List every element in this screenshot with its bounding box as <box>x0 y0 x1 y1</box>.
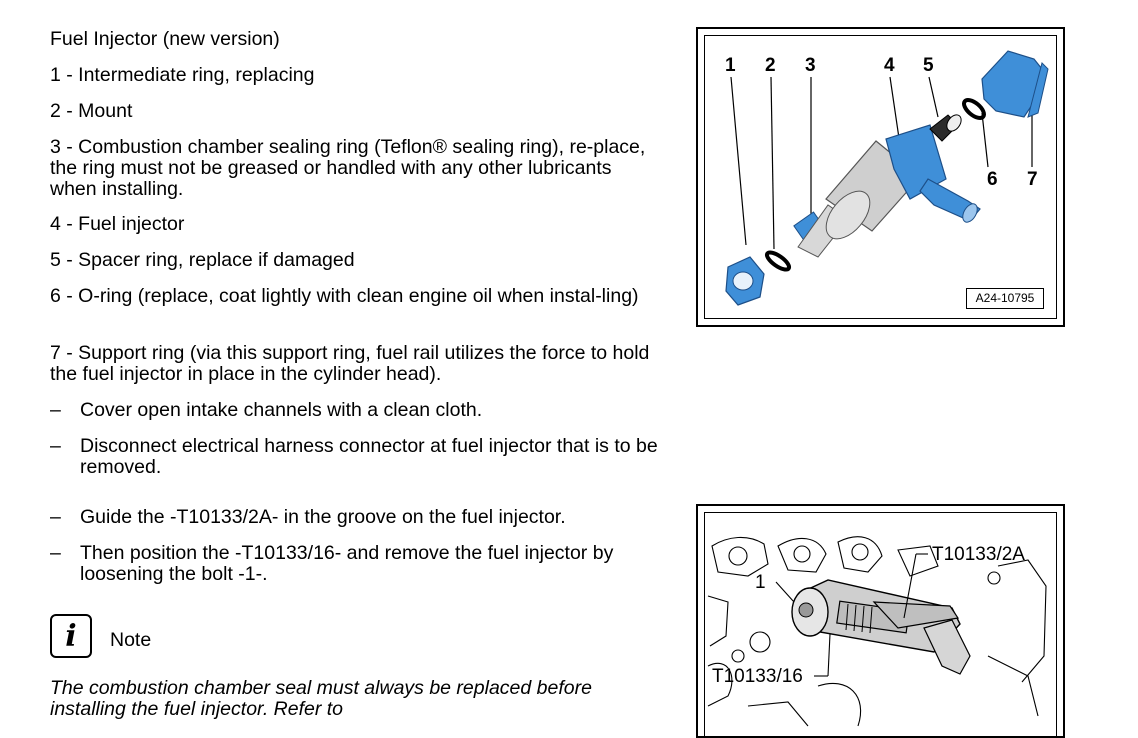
list-item-7: 7 - Support ring (via this support ring, fuel rail utilizes the force to hold the fuel injector in place in the cylinder head). <box>50 342 650 385</box>
callout-6: 6 <box>987 169 998 190</box>
figure-reference-code: A24-10795 <box>966 288 1044 309</box>
step-2 <box>50 436 660 478</box>
step-text: Cover open intake channels with a clean cloth. <box>80 399 483 421</box>
callout-5: 5 <box>923 55 934 76</box>
step-text: Guide the -T10133/2A- in the groove on the fuel injector. <box>80 506 566 528</box>
note-label: Note <box>110 629 152 651</box>
callout-2: 2 <box>765 55 776 76</box>
note-text: The combustion chamber seal must always be replaced before installing the fuel injector. Refer to <box>50 677 592 720</box>
tool-label-t10133-2a: T10133/2A <box>932 544 1025 565</box>
callout-bolt-1: 1 <box>755 572 766 593</box>
tool-label-t10133-16: T10133/16 <box>712 666 803 687</box>
list-item-1: 1 - Intermediate ring, replacing <box>50 64 315 86</box>
step-text: Then position the -T10133/16- and remove the fuel injector by loosening the bolt -1-. <box>80 542 614 585</box>
injector-drawing <box>698 29 1063 325</box>
list-item-5: 5 - Spacer ring, replace if damaged <box>50 249 355 271</box>
step-4 <box>50 543 660 585</box>
info-icon: i <box>50 614 92 658</box>
step-dash: – <box>50 435 61 457</box>
engine-tool-drawing <box>698 506 1063 736</box>
step-dash: – <box>50 399 61 421</box>
list-item-3: 3 - Combustion chamber sealing ring (Teflon® sealing ring), re-place, the ring must not be greased or handled with any other lubricants when installing. <box>50 136 646 200</box>
step-dash: – <box>50 506 61 528</box>
list-item-2: 2 - Mount <box>50 100 133 122</box>
intermediate-ring-part <box>726 257 764 305</box>
step-3 <box>50 507 660 528</box>
page-heading: Fuel Injector (new version) <box>50 28 280 50</box>
step-text: Disconnect electrical harness connector at fuel injector that is to be removed. <box>80 435 658 478</box>
figure-injector-exploded <box>696 27 1065 327</box>
callout-1: 1 <box>725 55 736 76</box>
figure-tool-installation <box>696 504 1065 738</box>
callout-4: 4 <box>884 55 895 76</box>
list-item-6: 6 - O-ring (replace, coat lightly with clean engine oil when instal-ling) <box>50 285 639 307</box>
callout-3: 3 <box>805 55 816 76</box>
step-dash: – <box>50 542 61 564</box>
step-1 <box>50 400 660 421</box>
list-item-4: 4 - Fuel injector <box>50 213 185 235</box>
callout-7: 7 <box>1027 169 1038 190</box>
